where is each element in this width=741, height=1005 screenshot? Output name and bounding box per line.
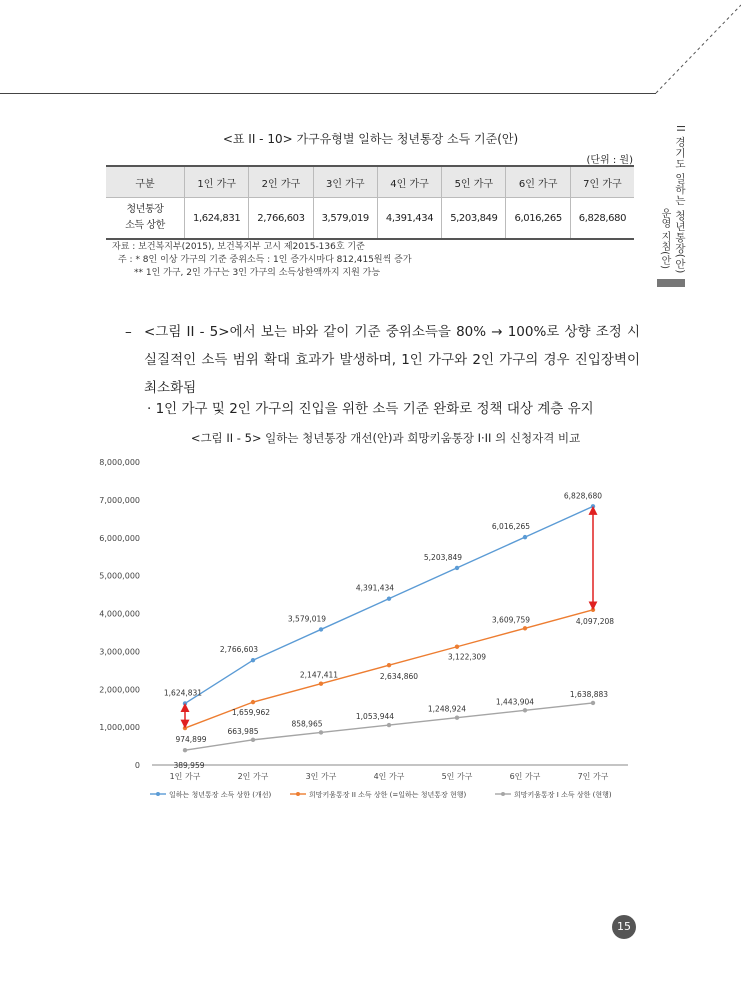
y-tick-label: 6,000,000 [99, 533, 140, 543]
data-label: 389,959 [173, 761, 205, 771]
value-cell: 1,624,831 [185, 198, 249, 240]
data-point [523, 626, 527, 630]
data-label: 1,053,944 [355, 712, 395, 722]
data-label: 6,828,680 [563, 491, 603, 501]
income-table [106, 165, 634, 240]
legend-marker [296, 792, 300, 796]
value-cell: 5,203,849 [442, 198, 506, 240]
header-cell: 5인 가구 [442, 166, 506, 198]
x-tick-label: 5인 가구 [441, 772, 473, 781]
data-point [387, 723, 391, 727]
header-cell: 6인 가구 [506, 166, 570, 198]
legend-marker [501, 792, 505, 796]
body-paragraph [125, 318, 640, 402]
sub-bullet: · 1인 가구 및 2인 가구의 진입을 위한 소득 기준 완화로 정책 대상 계층 유지 [147, 401, 594, 417]
table-caption: <표 II - 10> 가구유형별 일하는 청년통장 소득 기준(안) [222, 132, 519, 146]
table-notes [112, 241, 412, 280]
x-tick-label: 6인 가구 [509, 772, 541, 781]
y-tick-label: 4,000,000 [99, 609, 140, 619]
data-point [251, 700, 255, 704]
data-label: 4,097,208 [575, 616, 615, 626]
y-tick-label: 8,000,000 [99, 458, 140, 467]
data-point [251, 738, 255, 742]
y-tick-label: 3,000,000 [99, 647, 140, 657]
data-label: 2,766,603 [219, 645, 259, 655]
line-chart [0, 450, 741, 810]
y-tick-label: 1,000,000 [99, 723, 140, 733]
data-label: 1,659,962 [231, 708, 271, 718]
legend-marker [156, 792, 160, 796]
value-cell: 4,391,434 [377, 198, 441, 240]
legend-label: 일하는 청년통장 소득 상한 (개선) [169, 791, 272, 799]
paragraph-text: <그림 II - 5>에서 보는 바와 같이 기준 중위소득을 80% → 100%로 상향 조정 시 실질적인 소득 범위 확대 효과가 발생하며, 1인 가구와 2인 가구의 경우 진입장벽이 최소화됨 [144, 324, 641, 396]
table-row [106, 198, 634, 240]
corner-decoration [0, 0, 741, 100]
x-tick-label: 4인 가구 [373, 772, 405, 781]
x-tick-label: 7인 가구 [577, 772, 609, 781]
data-point [455, 566, 459, 570]
row-label-line: 청년통장 [126, 204, 164, 215]
table-header-row [106, 166, 634, 198]
legend-label: 희망키움통장 II 소득 상한 (=일하는 청년통장 현행) [309, 791, 467, 799]
header-cell: 2인 가구 [249, 166, 313, 198]
data-label: 2,634,860 [379, 672, 419, 682]
note-2: ** 1인 가구, 2인 가구는 3인 가구의 소득상한액까지 지원 가능 [134, 268, 381, 278]
x-tick-label: 3인 가구 [305, 772, 337, 781]
row-label-line: 소득 상한 [125, 220, 165, 231]
side-marker [657, 279, 685, 287]
data-point [251, 658, 255, 662]
header-cell: 3인 가구 [313, 166, 377, 198]
data-point [523, 535, 527, 539]
data-label: 2,147,411 [299, 670, 339, 680]
data-label: 4,391,434 [355, 583, 395, 593]
data-label: 858,965 [291, 719, 323, 729]
note-source: 자료 : 보건복지부(2015), 보건복지부 고시 제2015-136호 기준 [112, 242, 365, 252]
data-label: 5,203,849 [423, 552, 463, 562]
side-section-label: 운영 지침(안) [659, 208, 670, 269]
page-number: 15 [612, 915, 636, 939]
value-cell: 6,828,680 [570, 198, 634, 240]
data-label: 663,985 [227, 726, 259, 736]
y-tick-label: 2,000,000 [99, 685, 140, 695]
data-label: 1,638,883 [569, 689, 609, 699]
legend-label: 희망키움통장 I 소득 상한 (현행) [514, 791, 612, 799]
x-tick-label: 1인 가구 [169, 772, 201, 781]
data-label: 1,624,831 [163, 688, 203, 698]
data-label: 6,016,265 [491, 522, 531, 532]
data-point [455, 645, 459, 649]
header-cell: 1인 가구 [185, 166, 249, 198]
data-label: 3,579,019 [287, 614, 327, 624]
data-point [523, 708, 527, 712]
data-point [387, 663, 391, 667]
table-unit: (단위 : 원) [586, 155, 633, 166]
data-point [319, 681, 323, 685]
figure-caption: <그림 II - 5> 일하는 청년통장 개선(안)과 희망키움통장 I·II 의 신청자격 비교 [190, 431, 581, 445]
data-point [591, 504, 595, 508]
y-tick-label: 5,000,000 [99, 571, 140, 581]
bullet-dash: – [125, 324, 132, 340]
data-point [183, 748, 187, 752]
side-chapter-label: II 경기도 일하는 청년통장(안) [674, 125, 686, 274]
header-cell: 구분 [106, 166, 185, 198]
data-point [591, 608, 595, 612]
y-tick-label: 0 [134, 761, 140, 770]
data-label: 3,609,759 [491, 615, 531, 625]
y-tick-label: 7,000,000 [99, 495, 140, 505]
data-point [455, 715, 459, 719]
data-label: 974,899 [175, 735, 207, 745]
row-label-cell [106, 198, 185, 240]
data-label: 1,443,904 [495, 697, 535, 707]
data-point [319, 730, 323, 734]
data-point [319, 627, 323, 631]
header-cell: 4인 가구 [377, 166, 441, 198]
data-label: 3,122,309 [447, 652, 487, 662]
data-point [387, 596, 391, 600]
data-point [183, 701, 187, 705]
data-point [183, 726, 187, 730]
x-tick-label: 2인 가구 [237, 772, 269, 781]
value-cell: 3,579,019 [313, 198, 377, 240]
data-label: 1,248,924 [427, 704, 467, 714]
value-cell: 2,766,603 [249, 198, 313, 240]
value-cell: 6,016,265 [506, 198, 570, 240]
header-cell: 7인 가구 [570, 166, 634, 198]
data-point [591, 701, 595, 705]
note-1: 주 : * 8인 이상 가구의 기준 중위소득 : 1인 증가시마다 812,415원씩 증가 [118, 255, 412, 265]
